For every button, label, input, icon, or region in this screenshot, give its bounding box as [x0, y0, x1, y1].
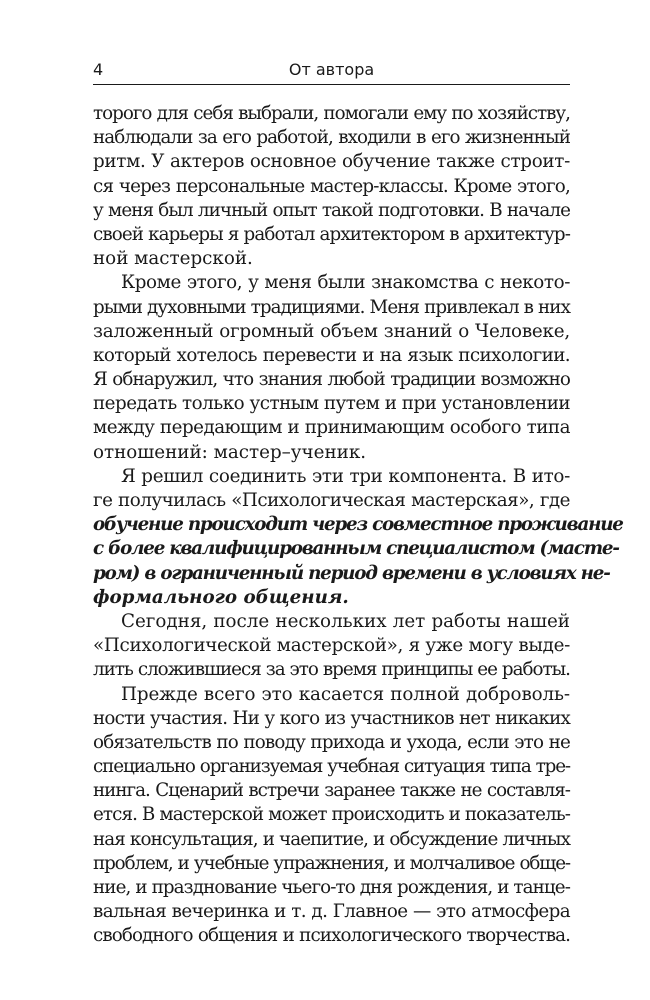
text-line: Я обнаружил, что знания любой традиции возможно: [93, 369, 570, 391]
section-title: От автора: [288, 60, 375, 79]
text-line: специально организуемая учебная ситуация типа тре-: [93, 756, 570, 778]
text-line: заложенный огромный объем знаний о Человеке,: [93, 320, 570, 342]
text-line: рыми духовными традициями. Меня привлекал в них: [93, 296, 570, 318]
emphasized-line: обучение происходит через совместное проживание: [93, 514, 623, 536]
text-line: вальная вечеринка и т. д. Главное — это атмосфера: [93, 901, 570, 923]
text-line: проблем, и учебные упражнения, и молчаливое обще-: [93, 852, 570, 874]
text-line: у меня был личный опыт такой подготовки. В начале: [93, 199, 570, 221]
text-line: ние, и празднование чьего-то дня рождения, и танце-: [93, 877, 570, 898]
page-number: 4: [93, 60, 104, 79]
text-line: ности участия. Ни у кого из участников нет никаких: [93, 707, 570, 729]
body-text: [93, 102, 623, 949]
text-line: обязательств по поводу прихода и ухода, если это не: [93, 731, 570, 753]
text-line: «Психологической мастерской», я уже могу выде-: [93, 635, 570, 657]
text-line: передать только устным путем и при установлении: [93, 393, 571, 415]
emphasized-line: формального общения.: [93, 586, 349, 608]
text-line: ся через персональные мастер-классы. Кроме этого,: [93, 175, 570, 197]
running-header: [93, 58, 570, 85]
text-line: торого для себя выбрали, помогали ему по хозяйству,: [93, 103, 570, 124]
text-line: ная консультация, и чаепитие, и обсуждение личных: [93, 828, 570, 850]
text-line: который хотелось перевести и на язык психологии.: [93, 344, 570, 366]
text-line: ной мастерской.: [93, 248, 253, 270]
paragraph-first-line: Я решил соединить эти три компонента. В ито-: [121, 465, 570, 487]
paragraph-first-line: Сегодня, после нескольких лет работы нашей: [121, 610, 570, 632]
text-line: свободного общения и психологического творчества.: [93, 925, 570, 947]
text-line: ге получилась «Психологическая мастерская», где: [93, 490, 570, 511]
paragraph-first-line: Прежде всего это касается полной доброволь-: [121, 683, 570, 705]
text-line: ется. В мастерской может происходить и показатель-: [93, 804, 571, 826]
text-line: нинга. Сценарий встречи заранее также не составля-: [93, 780, 570, 802]
emphasized-line: с более квалифицированным специалистом (масте-: [93, 538, 619, 560]
text-line: отношений: мастер–ученик.: [93, 441, 367, 463]
paragraph-first-line: Кроме этого, у меня были знакомства с некото-: [121, 272, 570, 294]
text-line: своей карьеры я работал архитектором в архитектур-: [93, 223, 570, 245]
text-line: наблюдали за его работой, входили в его жизненный: [93, 127, 570, 149]
text-line: лить сложившиеся за это время принципы ее работы.: [93, 659, 570, 681]
text-line: ритм. У актеров основное обучение также строит-: [93, 151, 570, 173]
text-line: между передающим и принимающим особого типа: [93, 417, 570, 439]
emphasized-line: ром) в ограниченный период времени в условиях не-: [93, 562, 610, 584]
